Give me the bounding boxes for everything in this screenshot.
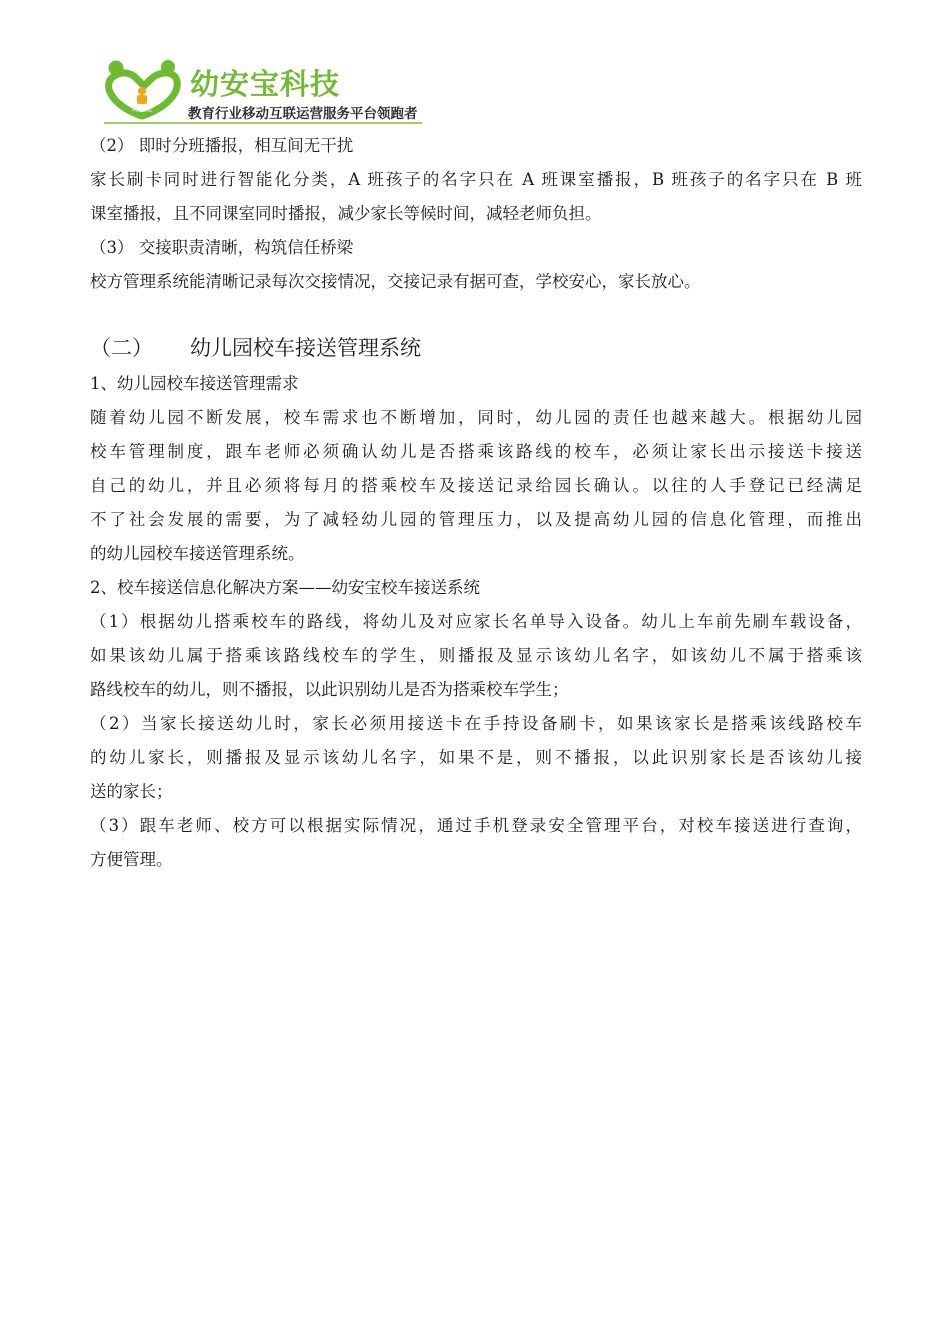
document-body [90,129,862,877]
point-3-line: 方便管理。 [90,850,173,869]
point-2-line: 的幼儿家长，则播报及显示该幼儿名字，如果不是，则不播报，以此识别家长是否该幼儿接 [90,748,862,767]
section-number: （二） [90,336,153,360]
point-3-line: （3）跟车老师、校方可以根据实际情况，通过手机登录安全管理平台，对校车接送进行查询， [90,816,862,835]
heart-family-logo-icon [104,58,188,120]
paragraph-line: 校方管理系统能清晰记录每次交接情况，交接记录有据可查，学校安心，家长放心。 [90,272,701,291]
point-1-line: 路线校车的幼儿，则不播报，以此识别幼儿是否为搭乘校车学生； [90,680,569,699]
paragraph-line: 自己的幼儿，并且必须将每月的搭乘校车及接送记录给园长确认。以往的人手登记已经满足 [90,476,862,495]
logo-mark-text: 幼安宝 [131,105,153,113]
section-heading [90,330,862,367]
paragraph-line: 校车管理制度，跟车老师必须确认幼儿是否搭乘该路线的校车，必须让家长出示接送卡接送 [90,442,862,461]
point-1-line: 如果该幼儿属于搭乘该路线校车的学生，则播报及显示该幼儿名字，如该幼儿不属于搭乘该 [90,646,862,665]
company-logo [104,58,424,126]
item-3-heading: （3） 交接职责清晰，构筑信任桥梁 [90,238,354,257]
paragraph-line: 随着幼儿园不断发展，校车需求也不断增加，同时，幼儿园的责任也越来越大。根据幼儿园 [90,408,862,427]
logo-divider [104,122,422,124]
logo-slogan: 教育行业移动互联运营服务平台领跑者 [188,106,418,122]
section-spacer [90,299,862,330]
paragraph-line: 不了社会发展的需要，为了减轻幼儿园的管理压力，以及提高幼儿园的信息化管理，而推出 [90,510,862,529]
item-2-heading: （2） 即时分班播报，相互间无干扰 [90,136,354,155]
point-1-line: （1）根据幼儿搭乘校车的路线，将幼儿及对应家长名单导入设备。幼儿上车前先刷车载设备， [90,612,862,631]
point-2-line: 送的家长； [90,782,173,801]
paragraph-line: 家长刷卡同时进行智能化分类，A 班孩子的名字只在 A 班课室播报，B 班孩子的名字只在 B 班 [90,170,862,189]
subsection-1-heading: 1、幼儿园校车接送管理需求 [90,374,299,393]
subsection-2-heading: 2、校车接送信息化解决方案——幼安宝校车接送系统 [90,578,480,597]
point-2-line: （2）当家长接送幼儿时，家长必须用接送卡在手持设备刷卡，如果该家长是搭乘该线路校车 [90,714,862,733]
logo-title: 幼安宝科技 [190,67,341,101]
section-title: 幼儿园校车接送管理系统 [190,336,421,360]
paragraph-line: 的幼儿园校车接送管理系统。 [90,544,305,563]
paragraph-line: 课室播报，且不同课室同时播报，减少家长等候时间，减轻老师负担。 [90,204,602,223]
